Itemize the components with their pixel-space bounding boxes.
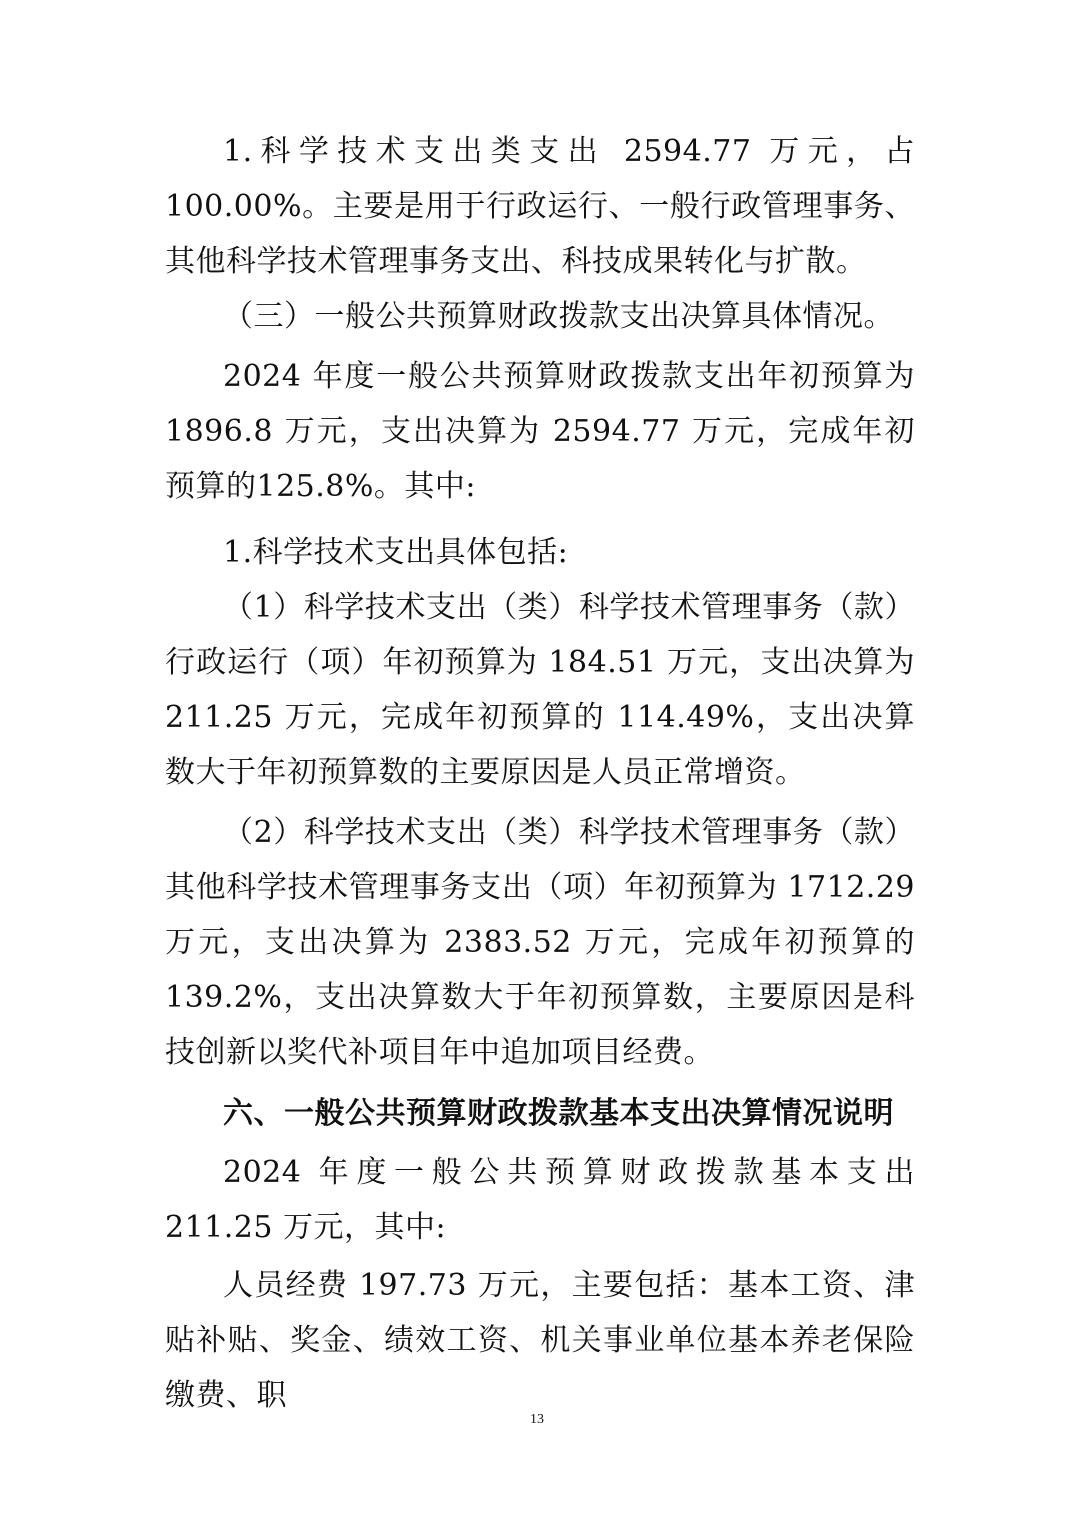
paragraph-item-1-admin-operation: （1）科学技术支出（类）科学技术管理事务（款）行政运行（项）年初预算为 184.51 万元，支出决算为 211.25 万元，完成年初预算的 114.49%，支出决算数大于年初预算数的主要原因是人员正常增资。 — [165, 590, 915, 790]
paragraph-subsection-three-title: （三）一般公共预算财政拨款支出决算具体情况。 — [223, 299, 894, 334]
paragraph-personnel-expenses: 人员经费 197.73 万元，主要包括：基本工资、津贴补贴、奖金、绩效工资、机关事业单位基本养老保险缴费、职 — [165, 1268, 915, 1413]
paragraph-science-tech-expenditure: 1.科学技术支出类支出 2594.77 万元，占 100.00%。主要是用于行政运行、一般行政管理事务、其他科学技术管理事务支出、科技成果转化与扩散。 — [165, 134, 915, 279]
page-number: 13 — [530, 1412, 544, 1427]
paragraph-basic-expenditure-total: 2024 年度一般公共预算财政拨款基本支出 211.25 万元，其中: — [165, 1155, 915, 1245]
paragraph-science-tech-details-intro: 1.科学技术支出具体包括: — [223, 535, 569, 570]
paragraph-2024-budget-summary: 2024 年度一般公共预算财政拨款支出年初预算为1896.8 万元，支出决算为 2594.77 万元，完成年初预算的125.8%。其中: — [165, 359, 915, 504]
section-heading-basic-expenditure: 六、一般公共预算财政拨款基本支出决算情况说明 — [223, 1096, 894, 1131]
paragraph-item-2-other-management: （2）科学技术支出（类）科学技术管理事务（款）其他科学技术管理事务支出（项）年初预算为 1712.29 万元，支出决算为 2383.52 万元，完成年初预算的 139.2%，支出决算数大于年初预算数，主要原因是科技创新以奖代补项目年中追加项目经费。 — [165, 815, 915, 1070]
